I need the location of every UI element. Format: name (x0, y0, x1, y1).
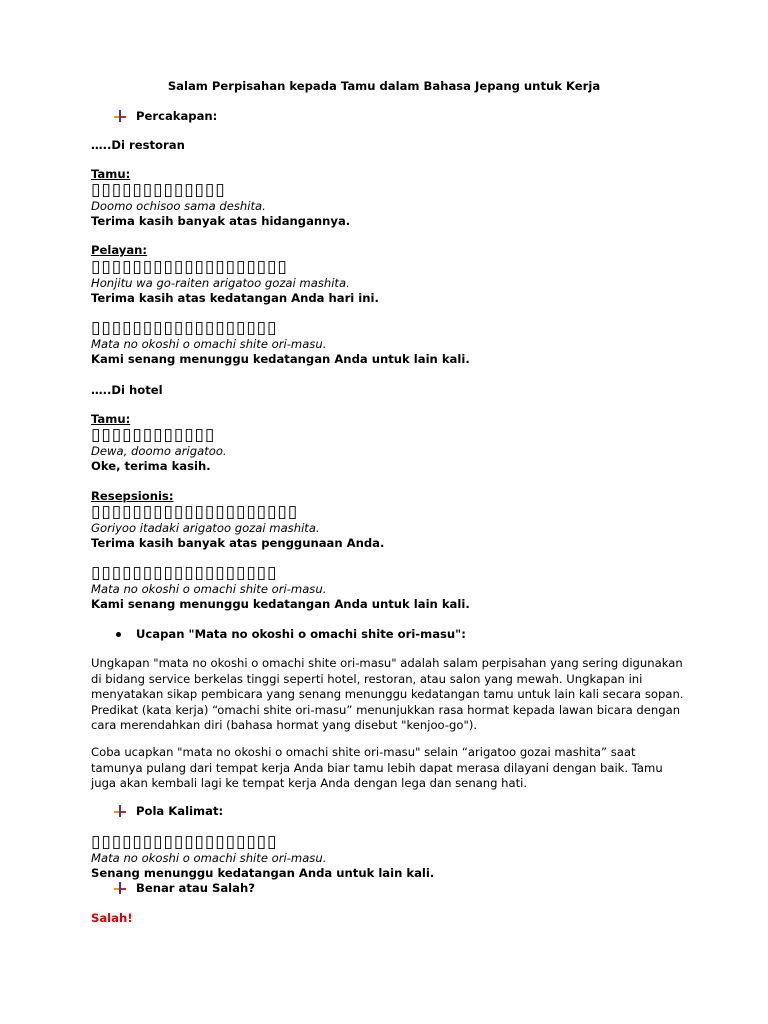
section-heading-pola: Pola Kalimat: (136, 804, 224, 818)
translation-line: Kami senang menunggu kedatangan Anda untuk lain kali. (91, 352, 470, 366)
japanese-line: ▯▯▯▯▯▯▯▯▯▯▯▯▯▯▯▯▯▯ (91, 832, 278, 852)
romaji-line: Mata no okoshi o omachi shite ori-masu. (91, 337, 327, 351)
romaji-line: Dewa, doomo arigatoo. (91, 444, 227, 458)
four-color-star-bullet-icon (114, 110, 126, 122)
romaji-line: Mata no okoshi o omachi shite ori-masu. (91, 851, 327, 865)
explanation-paragraph: Ungkapan "mata no okoshi o omachi shite ori-masu" adalah salam perpisahan yang sering digunakan di bidang service berkelas tinggi seperti hotel, restoran, atau salon yang mewah. Ungkapan ini menyatakan sikap pembicara yang senang menunggu kedatangan tamu untuk lain kali secara sopan. Predikat (kata kerja) “omachi shite ori-masu” menunjukkan rasa hormat kepada lawan bicara dengan cara merendahkan diri (bahasa hormat yang disebut "kenjoo-go"). (91, 656, 684, 732)
translation-line: Terima kasih atas kedatangan Anda hari ini. (91, 291, 379, 305)
translation-line: Kami senang menunggu kedatangan Anda untuk lain kali. (91, 597, 470, 611)
answer-text: Salah! (91, 911, 133, 925)
scene-restoran-label: …..Di restoran (91, 138, 185, 152)
romaji-line: Doomo ochisoo sama deshita. (91, 199, 266, 213)
speaker-label-resepsionis: Resepsionis: (91, 489, 174, 503)
japanese-line: ▯▯▯▯▯▯▯▯▯▯▯▯▯ (91, 180, 226, 200)
romaji-line: Honjitu wa go-raiten arigatoo gozai mashita. (91, 276, 350, 290)
section-heading-benar-atau-salah: Benar atau Salah? (136, 881, 255, 895)
translation-line: Senang menunggu kedatangan Anda untuk lain kali. (91, 866, 435, 880)
japanese-line: ▯▯▯▯▯▯▯▯▯▯▯▯▯▯▯▯▯▯ (91, 318, 278, 338)
page-title: Salam Perpisahan kepada Tamu dalam Bahasa Jepang untuk Kerja (167, 79, 601, 93)
speaker-label-tamu: Tamu: (91, 167, 131, 181)
round-dot-bullet-icon (116, 632, 121, 637)
japanese-line: ▯▯▯▯▯▯▯▯▯▯▯▯▯▯▯▯▯▯▯ (91, 257, 288, 277)
japanese-line: ▯▯▯▯▯▯▯▯▯▯▯▯ (91, 425, 216, 445)
japanese-line: ▯▯▯▯▯▯▯▯▯▯▯▯▯▯▯▯▯▯▯▯ (91, 502, 299, 522)
translation-line: Terima kasih banyak atas penggunaan Anda. (91, 536, 385, 550)
speaker-label-pelayan: Pelayan: (91, 243, 148, 257)
japanese-line: ▯▯▯▯▯▯▯▯▯▯▯▯▯▯▯▯▯▯ (91, 563, 278, 583)
translation-line: Terima kasih banyak atas hidangannya. (91, 214, 351, 228)
translation-line: Oke, terima kasih. (91, 459, 211, 473)
section-heading-percakapan: Percakapan: (136, 109, 218, 123)
romaji-line: Goriyoo itadaki arigatoo gozai mashita. (91, 521, 320, 535)
scene-hotel-label: …..Di hotel (91, 383, 163, 397)
explanation-paragraph: Coba ucapkan "mata no okoshi o omachi shite ori-masu" selain “arigatoo gozai mashita” saat tamunya pulang dari tempat kerja Anda biar tamu lebih dapat merasa dilayani dengan baik. Tamu juga akan kembali lagi ke tempat kerja Anda dengan lega dan senang hati. (91, 745, 663, 790)
speaker-label-tamu: Tamu: (91, 412, 131, 426)
four-color-star-bullet-icon (114, 882, 126, 894)
section-heading-ucapan: Ucapan "Mata no okoshi o omachi shite ori-masu": (136, 627, 466, 641)
romaji-line: Mata no okoshi o omachi shite ori-masu. (91, 582, 327, 596)
four-color-star-bullet-icon (114, 805, 126, 817)
